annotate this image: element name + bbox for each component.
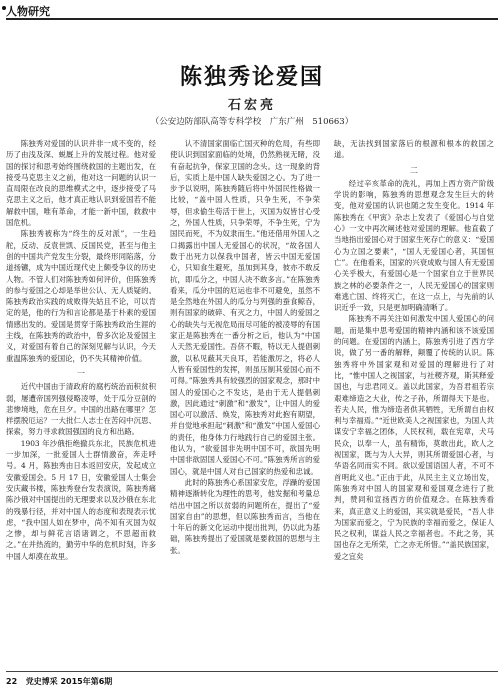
footer-rule	[6, 671, 498, 672]
paragraph: 认不清国家面临亡国灭种的危局，有些即使认识到国家面临的处境，仍然熟视无睹，没有奋起抗争，保家卫国的念头。这一现象的背后，实质上是中国人缺失爱国之心。为了进一步予以说明，陈独秀随后将中外国民性格做一比较，“盖中国人性质，只争生死，不争荣辱，但求偷生苟活于世上，灭国为奴皆甘心受之，外国人性质，只争荣辱，不争生死，宁为国民而死，不为奴隶而生。”他还借用外国人之口揭露出中国人无爱国心的状况，“故各国人数于出死力以保我中国者，皆云中国无爱国心，只知食生避死，虽加到其身，彼亦不敢反抗，即瓜分之，中国人决不敢多言。”在陈独秀看来，瓜分中国的厄运也非不可避免，虽然不是全然地在外国人的瓜分与列强的蚕食鲸吞，则有国家的破碎、有灭之力，中国人的爱国之心的缺失与无视危局而尽可能的被凌辱的有国家正是陈独秀在一番分析之后，他认为“中国人天然无爱国性。吾侪不暇，特以无人提倡刺激，以私见蔽其天良耳，若能激厉之，将必人人皆有爱国性的发挥，则虽压制其爱国心而不可得。”陈独秀具有较强烈的国家观念，那时中国人的爱国心之不发达，是由于无人提倡刺激，因此通过“刺激”和“激发”，让中国人的爱国心可以激活、焕发，陈独秀对此抱有期望，并自觉地承担起“刺激”和“激发”中国人爱国心的责任，他身体力行地践行自己的爱国主张。他认为，“欲爱国非先明中国不可，欲国先明中国非欲固国人爱国心不可。”陈独秀所言的爱国心，就是中国人对自己国家的热爱和忠诚。	[170, 139, 320, 476]
paragraph: 陈独秀被称为“终生的反对派”，一生趋舵，反动、反袁世凯、反国民党，甚至与他主创的中国共产党发生分裂，最终形同陷落，分道扬镳，成为中国近现代史上颇受争议的历史人物。不管人们对陈独秀如何评价，但陈独秀的参与爱国之心却是举世公认、无人质疑的。陈独秀政治实践的成败得失姑且不论，可以肯定的是，他的行为和言论都是基于朴素的爱国情感出发的。爱国是贯穿于陈独秀政治生涯的主线，在陈独秀的政治中，曾多次论及爱国主义，对爱国有着自己的深刻见解与认识，今天重温陈独秀的爱国论，仍不失其精神价值。	[6, 229, 156, 363]
paragraph: 陈独秀不再关注如何激发中国人爱国心的问题，而是集中思考爱国的精神内涵和该不该爱国的问题。在爱国的内涵上，陈独秀引进了西方学说，做了另一番的解释，颠覆了传统的认识。陈独秀将中外国家观和对爱国的理解进行了对比，“惟中国人之视国家，与社稷齐观，斯其释爱国也，与忠君同义。盖以此国家，为吾君祖若宗艰难缔造之大业，传之子孙，所谓得天下是也。若夫人民，惟为缔造者供其牺牲，无所谓自由权利与幸福焉。”“近世欧美人之视国家也，为国人共谋安宁幸福之团体，人民权利，载在宪章，犬马民众，以奉一人，虽有精饰，莫敢出此，欧人之视国家，既与为人大异，则其所谓爱国心者，与华语名同而实不同。欲以爱国语国人者，不可不首明此义也。”正由于此，从民主主义立场出发，陈独秀对中国人的国家观和爱国观念进行了批判，赞同和宣扬西方的价值观念。在陈独秀看来，真正意义上的爱国，其实就是爱民，“吾人非为国家而爱之，宁为民族的幸福而爱之，保证人民之权利，谋益人民之幸福者也。不此之务，其国也存之无所荣，亡之亦无所惜。”“盖民族国家，爱之宜矣	[334, 314, 494, 561]
paragraph: 1903 年沙俄拒绝撤兵东北，民族危机进一步加深，一批爱国人士群情激奋，奔走呼号。4 月，陈独秀由日本返回安庆，发起成立安徽爱国会。5 月 17 日，安徽爱国人士集会安庆藏书楼，陈独秀登台发表演说，陈独秀痛陈沙俄对中国提出的无理要求以及沙俄在东北的残暴行径，并对中国人的态度和表现表示忧虑，“我中国人如在梦中，尚不知有灭国为奴之惨，却与鲜花言语诸调之，不思超而救之。”在并热流的，勤劳中华的危机时刻，许多中国人却漠在故里。	[6, 438, 156, 561]
text-column-2	[170, 138, 320, 658]
paragraph: 经过辛亥革命的洗礼，再加上西方资产阶级学说的影响，陈独秀的思想观念发生巨大的转变，他对爱国的认识也随之发生变化。1914 年陈独秀在《甲寅》杂志上发表了《爱国心与自觉心》一文中再次阐述他对爱国的理解。他直截了当地指出爱国心对于国家生死存亡的意义：“爱国心为立国之要素”，“国人无爱国心者，其国恒亡”。在他看来，国家的兴衰成败与国人有无爱国心关乎极大，有爱国心是一个国家自立于世界民族之林的必要条件之一，人民无爱国心的国家则难逃亡国、终将灭亡，在这一点上，与先前的认识近乎一致，只是更加明确清晰了。	[334, 178, 494, 313]
header-rule	[6, 18, 498, 20]
article-author: 石宏亮	[227, 98, 276, 113]
paragraph: 近代中国由于清政府的腐朽统治而积贫积弱，屡遭帝国列强侵略凌辱，处于瓜分豆剖的悲惨境地，危在旦夕。中国的出路在哪里？怎样摆脱厄运？一大批仁人志士在苦闷中沉思、探索，努力寻求救国强国的良方和出路。	[6, 382, 156, 437]
paragraph: 缺，无法找到国家落后的根源和根本的救国之道。	[334, 139, 494, 160]
paragraph: 陈独秀对爱国的认识并非一成不变的，经历了由浅及深、蜕厩上升的发展过程。他对爱国的探讨和思考始终围绕救国的主题出发，在接受马克思主义之前，他对这一问题的认识一直局限在改良的思维模式之中，逐步接受了马克思主义之后，他才真正地认识到爱国若不能解救中国，唯有革命，才能一新中国，救救中国危机。	[6, 139, 156, 228]
text-column-3	[334, 138, 494, 658]
journal-name: 党史博采 2015年第6期	[25, 677, 113, 686]
text-column-1	[6, 138, 156, 658]
page-footer	[6, 676, 112, 687]
header-band	[0, 0, 504, 42]
paragraph: 此时的陈独秀心系国家安危，浮躁的爱国精神逐渐转化为理性的思考，他发掘和考量总结出中国之所以贫弱的问题所在，提出了“爱国家自由”的思想，但以陈独秀而言，当他在十年后的新文化运动中提出批判，仍以此为基础，陈独秀提出了爱国就是要救国的思想与主张。	[170, 477, 320, 555]
section-label: 人物研究	[6, 5, 50, 18]
section-marker: 一	[77, 368, 85, 378]
article-affiliation: （公安边防部队高等专科学校 广东广州 510663）	[150, 117, 354, 127]
article-title: 陈独秀论爱国	[179, 65, 324, 90]
page-number: 22	[6, 677, 18, 686]
section-marker: 二	[410, 165, 418, 175]
